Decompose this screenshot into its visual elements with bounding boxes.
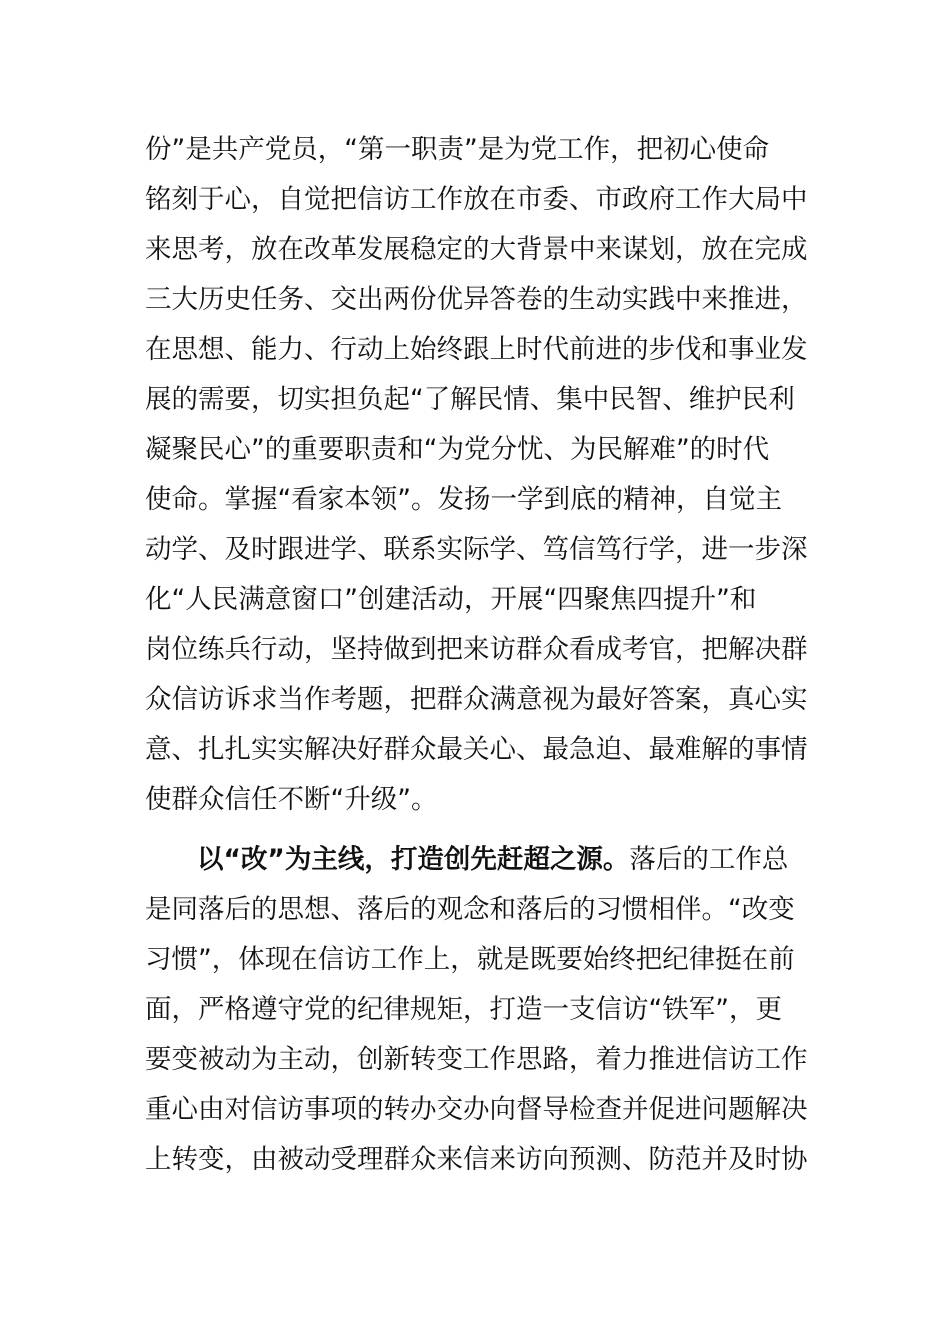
text-line: 凝聚民心”的重要职责和“为党分忧、为民解难”的时代 [145, 434, 770, 465]
text-line: 上转变，由被动受理群众来信来访向预测、防范并及时协 [145, 1144, 808, 1175]
text-line: 在思想、能力、行动上始终跟上时代前进的步伐和事业发 [145, 334, 808, 365]
text-line: 岗位练兵行动，坚持做到把来访群众看成考官，把解决群 [145, 634, 808, 665]
text-line: 展的需要，切实担负起“了解民情、集中民智、维护民利 [145, 384, 795, 415]
text-line: 份”是共产党员，“第一职责”是为党工作，把初心使命 [145, 134, 770, 165]
text-line: 来思考，放在改革发展稳定的大背景中来谋划，放在完成 [145, 234, 808, 265]
text-line: 意、扎扎实实解决好群众最关心、最急迫、最难解的事情 [145, 734, 808, 765]
paragraph-first-line [197, 835, 815, 885]
text-line: 三大历史任务、交出两份优异答卷的生动实践中来推进， [145, 284, 808, 315]
text-line: 要变被动为主动，创新转变工作思路，着力推进信访工作 [145, 1044, 808, 1075]
text-span: 落后的工作总 [629, 844, 789, 875]
text-line: 铭刻于心，自觉把信访工作放在市委、市政府工作大局中 [145, 184, 808, 215]
text-line: 面，严格遵守党的纪律规矩，打造一支信访“铁军”，更 [145, 994, 782, 1025]
text-line: 习惯”，体现在信访工作上，就是既要始终把纪律挺在前 [145, 944, 795, 975]
text-line: 重心由对信访事项的转办交办向督导检查并促进问题解决 [145, 1094, 808, 1125]
section-heading: 以“改”为主线，打造创先赶超之源。 [197, 844, 630, 875]
text-line: 是同落后的思想、落后的观念和落后的习惯相伴。“改变 [145, 894, 795, 925]
text-line: 使群众信任不断“升级”。 [145, 784, 438, 815]
text-line: 众信访诉求当作考题，把群众满意视为最好答案，真心实 [145, 684, 808, 715]
text-line: 化“人民满意窗口”创建活动，开展“四聚焦四提升”和 [145, 584, 757, 615]
text-line: 动学、及时跟进学、联系实际学、笃信笃行学，进一步深 [145, 534, 808, 565]
text-line: 使命。掌握“看家本领”。发扬一学到底的精神，自觉主 [145, 484, 782, 515]
